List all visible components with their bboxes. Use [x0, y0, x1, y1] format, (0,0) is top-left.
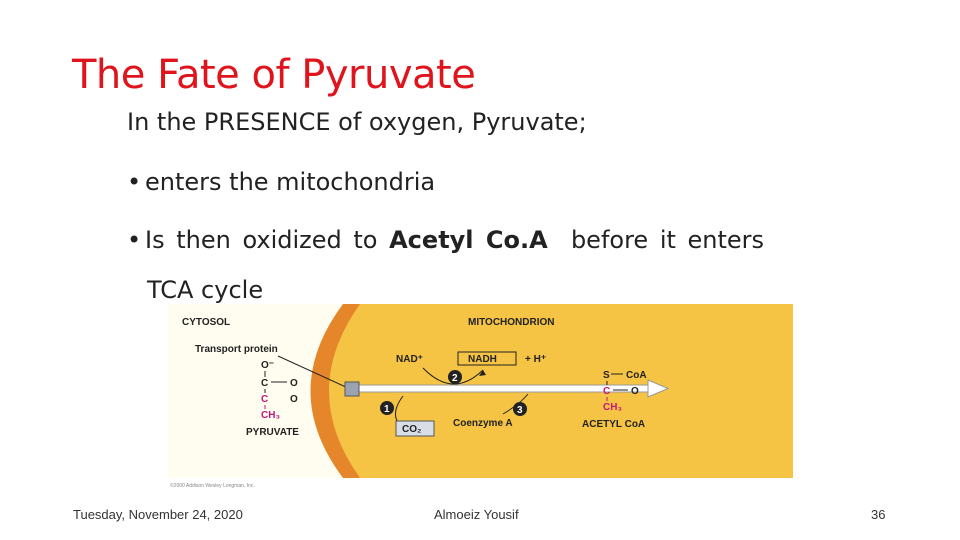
bullet-text-post: before it enters [547, 226, 765, 254]
page-number: 36 [871, 507, 886, 522]
h-ion-label: + H⁺ [525, 354, 547, 365]
mitochondrion-label: MITOCHONDRION [468, 317, 555, 328]
transport-protein-icon [345, 382, 359, 396]
step-number: 3 [517, 405, 523, 416]
bullet-dot-icon: • [127, 226, 142, 254]
co2-label: CO₂ [402, 424, 422, 435]
pyruvate-diagram-svg [168, 304, 793, 490]
bullet-item [127, 168, 435, 196]
atom-label: C [261, 394, 269, 405]
atom-label: C [603, 386, 611, 397]
atom-label: S [603, 370, 610, 381]
bullet-text-pre: Is then oxidized to [145, 226, 390, 254]
cytosol-label: CYTOSOL [182, 317, 231, 328]
bullet-continuation: TCA cycle [147, 276, 264, 304]
pyruvate-diagram [168, 304, 793, 490]
atom-label: O [290, 394, 298, 405]
transport-protein-label: Transport protein [195, 344, 278, 355]
bullet-text: enters the mitochondria [145, 168, 436, 196]
step-number: 1 [384, 404, 390, 415]
figure-footer-strip [168, 478, 793, 490]
bullet-item [127, 226, 764, 254]
atom-label: CH₃ [261, 410, 281, 421]
atom-label: CH₃ [603, 402, 623, 413]
atom-label: O [290, 378, 298, 389]
footer-date: Tuesday, November 24, 2020 [73, 507, 243, 522]
atom-label: O [631, 386, 639, 397]
slide-subtitle: In the PRESENCE of oxygen, Pyruvate; [127, 108, 587, 136]
nad-label: NAD⁺ [396, 354, 423, 365]
coenzyme-a-label: Coenzyme A [453, 418, 513, 429]
bullet-text-bold: Acetyl Co.A [389, 226, 548, 254]
slide-title: The Fate of Pyruvate [72, 52, 476, 98]
atom-label: CoA [626, 370, 647, 381]
acetyl-coa-label: ACETYL CoA [582, 419, 646, 430]
nadh-label: NADH [468, 354, 497, 365]
pyruvate-label: PYRUVATE [246, 427, 299, 438]
footer-author: Almoeiz Yousif [434, 507, 519, 522]
step-number: 2 [452, 373, 458, 384]
atom-label: C [261, 378, 269, 389]
bullet-dot-icon: • [127, 168, 142, 196]
copyright-text: ©2000 Addison Wesley Longman, Inc. [170, 483, 255, 489]
atom-label: O⁻ [261, 360, 275, 371]
